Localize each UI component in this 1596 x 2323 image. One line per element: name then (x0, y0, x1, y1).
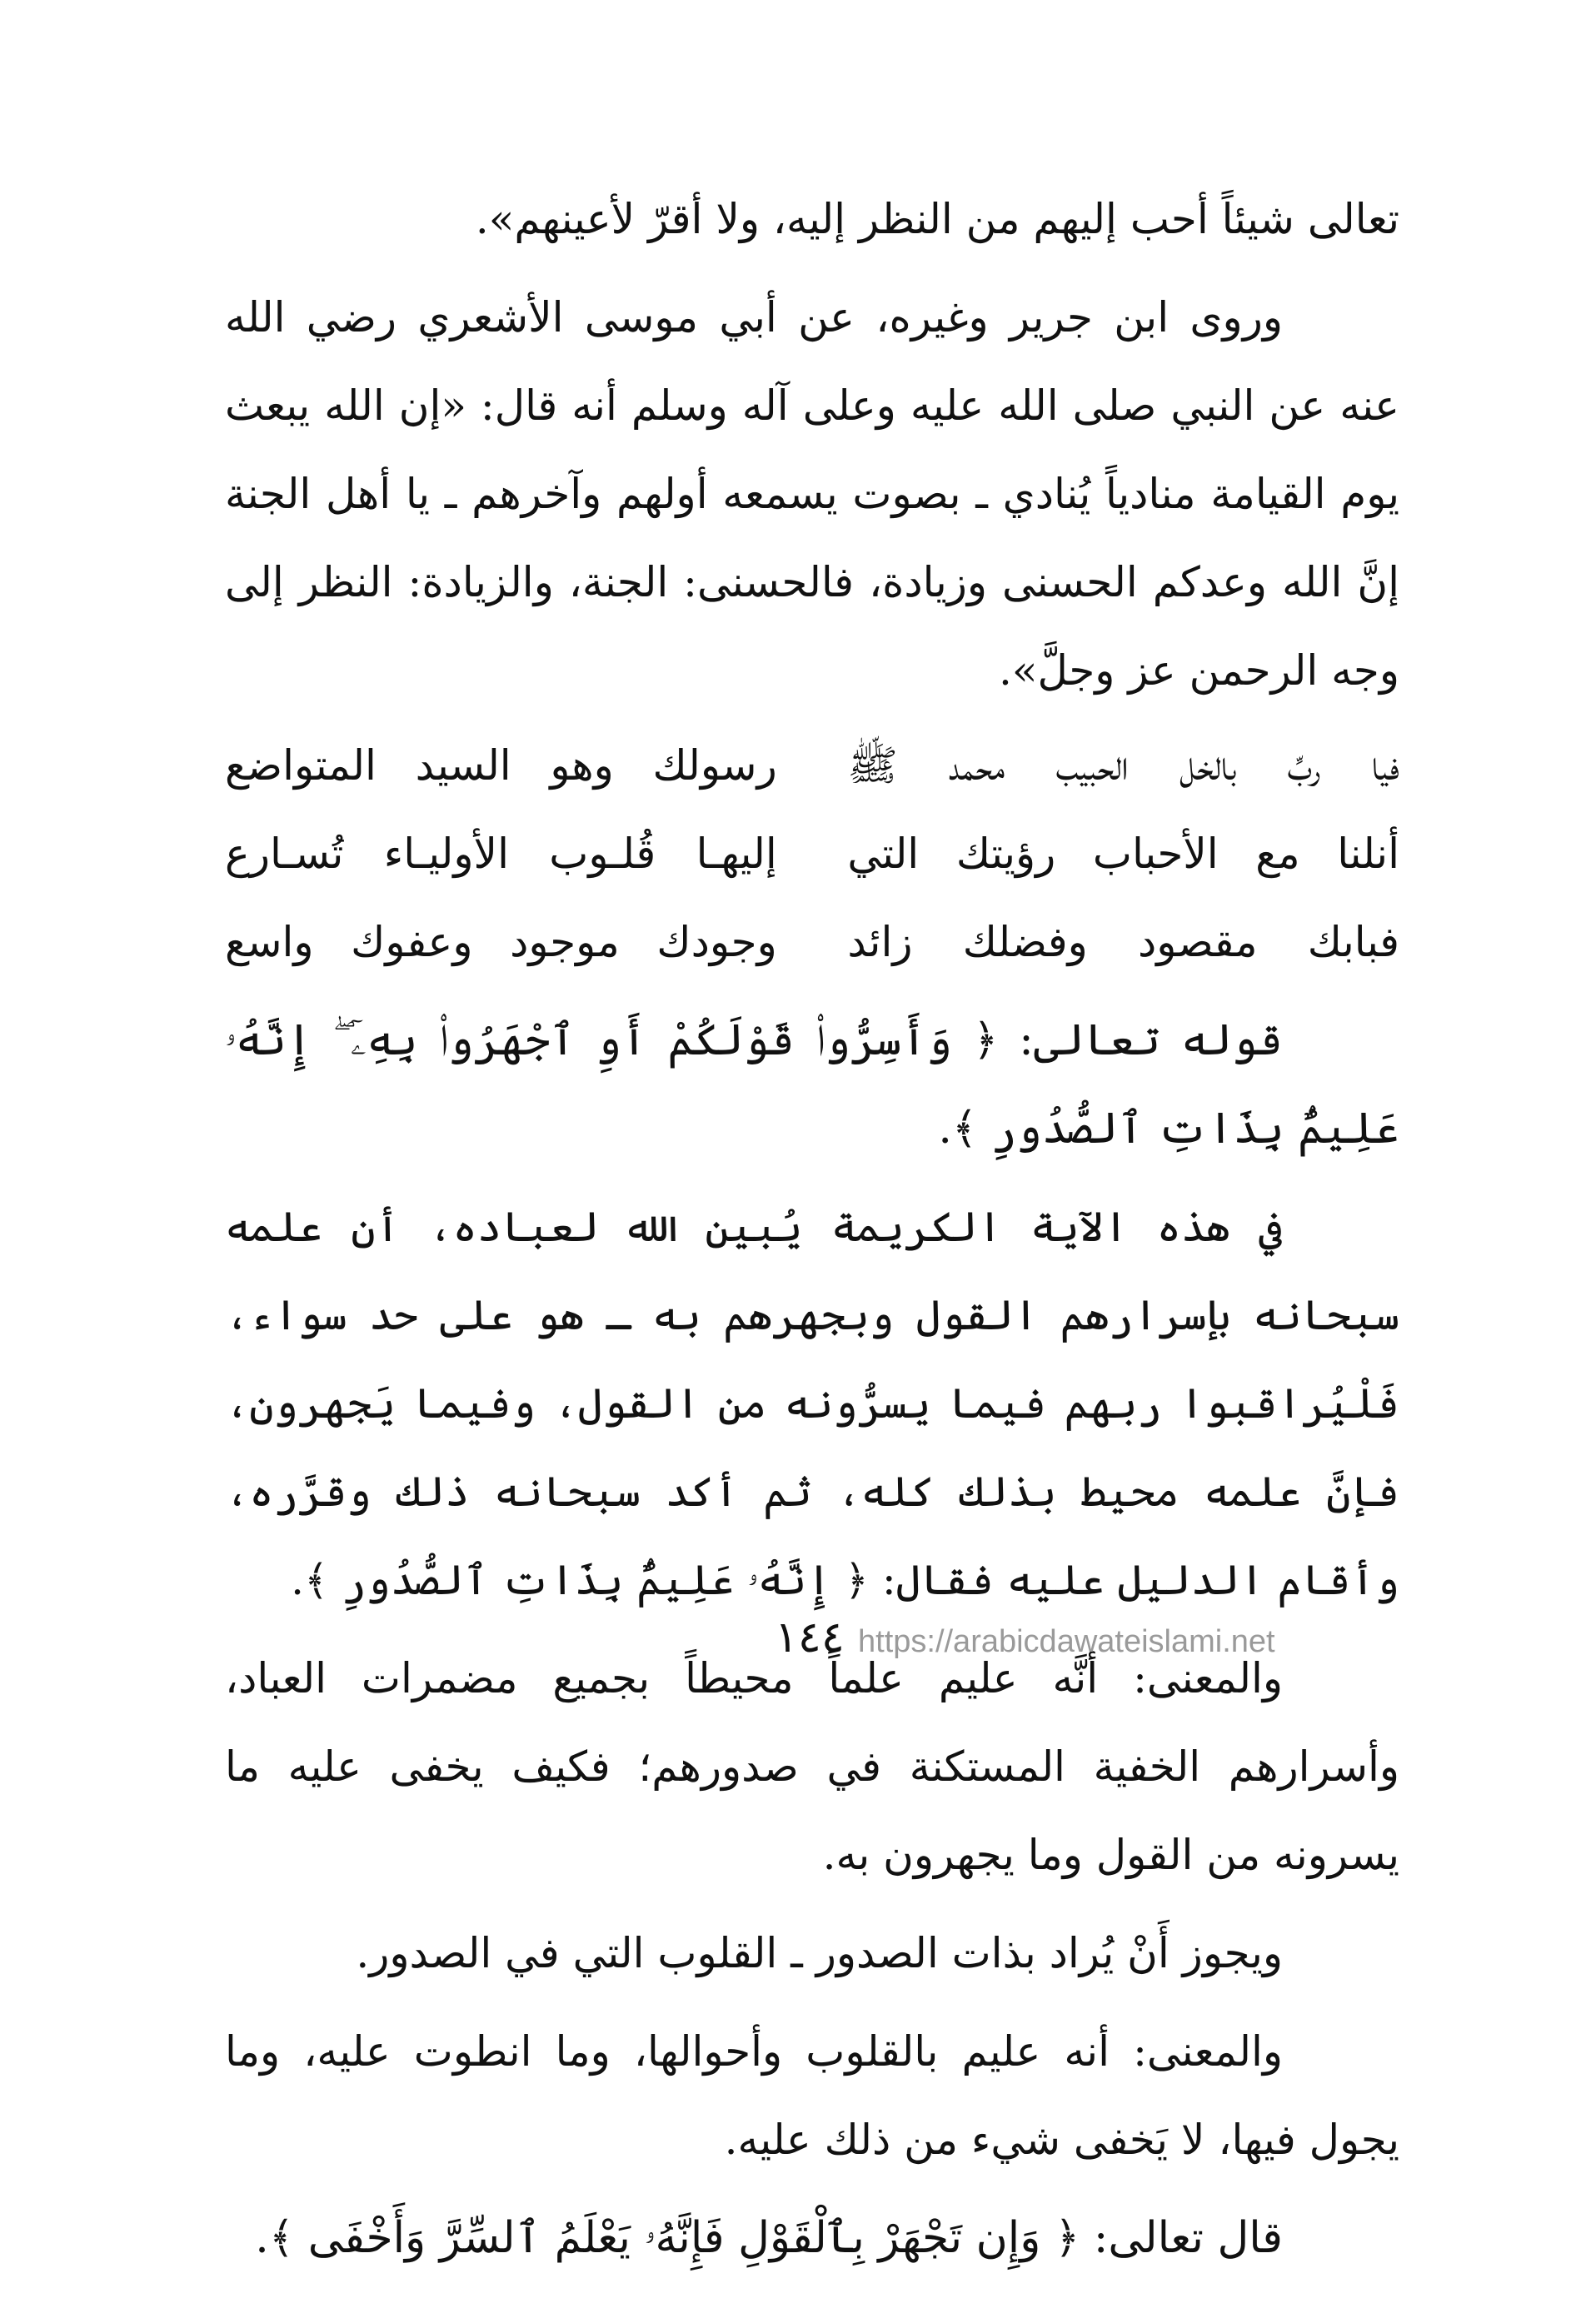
quran-verse-quote: قوله تعالى: ﴿ وَأَسِرُّوا۟ قَوْلَكُمْ أَوِ ٱجْهَرُوا۟ بِهِۦٓ ۖ إِنَّهُۥ عَلِيمٌۢ بِذَاتِ ٱلصُّدُورِ ﴾. (225, 1015, 1399, 1154)
paragraph-meaning-2: والمعنى: أنه عليم بالقلوب وأحوالها، وما انطوت عليه، وما يجول فيها، لا يَخفى شيء من ذلك عليه. (225, 2027, 1399, 2164)
paragraph-meaning-1: والمعنى: أنَّه عليم علماً محيطاً بجميع مضمرات العباد، وأسرارهم الخفية المستكنة في صدورهم؛ فكيف يخفى عليه ما يسرونه من القول وما يجهرون به. (225, 1654, 1399, 1879)
poem-line (225, 810, 1399, 898)
paragraph-1: تعالى شيئاً أحب إليهم من النظر إليه، ولا أقرّ لأعينهم». (475, 195, 1399, 243)
poem (225, 721, 1399, 986)
page-number: ١٤٤ (775, 1613, 845, 1662)
poem-hemistich-first: فيا ربِّ بالخل الحبيب محمد ﷺ (847, 741, 1399, 790)
poem-hemistich-first: أنلنا مع الأحباب رؤيتك التي (847, 830, 1399, 878)
quran-verse-quote-2: قال تعالى: ﴿ وَإِن تَجْهَرْ بِٱلْقَوْلِ فَإِنَّهُۥ يَعْلَمُ ٱلسِّرَّ وَأَخْفَى ﴾. (255, 2213, 1283, 2263)
poem-hemistich-second: رسولك وهو السيد المتواضع (225, 741, 777, 790)
poem-line (225, 721, 1399, 810)
paragraph-alternative: ويجوز أَنْ يُراد بذات الصدور ـ القلوب التي في الصدور. (356, 1929, 1283, 1977)
page-body (225, 175, 1399, 2282)
watermark-url: https://arabicdawateislami.net (858, 1624, 1275, 1659)
poem-line (225, 898, 1399, 986)
poem-hemistich-second: إليهـا قُلـوب الأوليـاء تُسـارع (225, 830, 777, 878)
poem-hemistich-second: وجودك موجود وعفوك واسع (225, 918, 777, 966)
paragraph-commentary: في هذه الآية الكريمة يُبين الله لعباده، أن علمه سبحانه بإسرارهم القول وبجهرهم به ـ هو على حد سواء، فَلْيُراقبوا ربهم فيما يسرُّونه من القول، وفيما يَجهرون، فإنَّ علمه محيط بذلك كله، ثم أكد سبحانه ذلك وقرَّره، وأقام الدليل عليه فقال: ﴿ إِنَّهُۥ عَلِيمٌۢ بِذَاتِ ٱلصُّدُورِ ﴾. (225, 1203, 1399, 1604)
paragraph-2: وروى ابن جرير وغيره، عن أبي موسى الأشعري رضي الله عنه عن النبي صلى الله عليه وعلى آله وسلم أنه قال: «إن الله يبعث يوم القيامة منادياً يُنادي ـ بصوت يسمعه أولهم وآخرهم ـ يا أهل الجنة إنَّ الله وعدكم الحسنى وزيادة، فالحسنى: الجنة، والزيادة: النظر إلى وجه الرحمن عز وجلَّ». (225, 293, 1399, 695)
poem-hemistich-first: فبابك مقصود وفضلك زائد (847, 918, 1399, 966)
